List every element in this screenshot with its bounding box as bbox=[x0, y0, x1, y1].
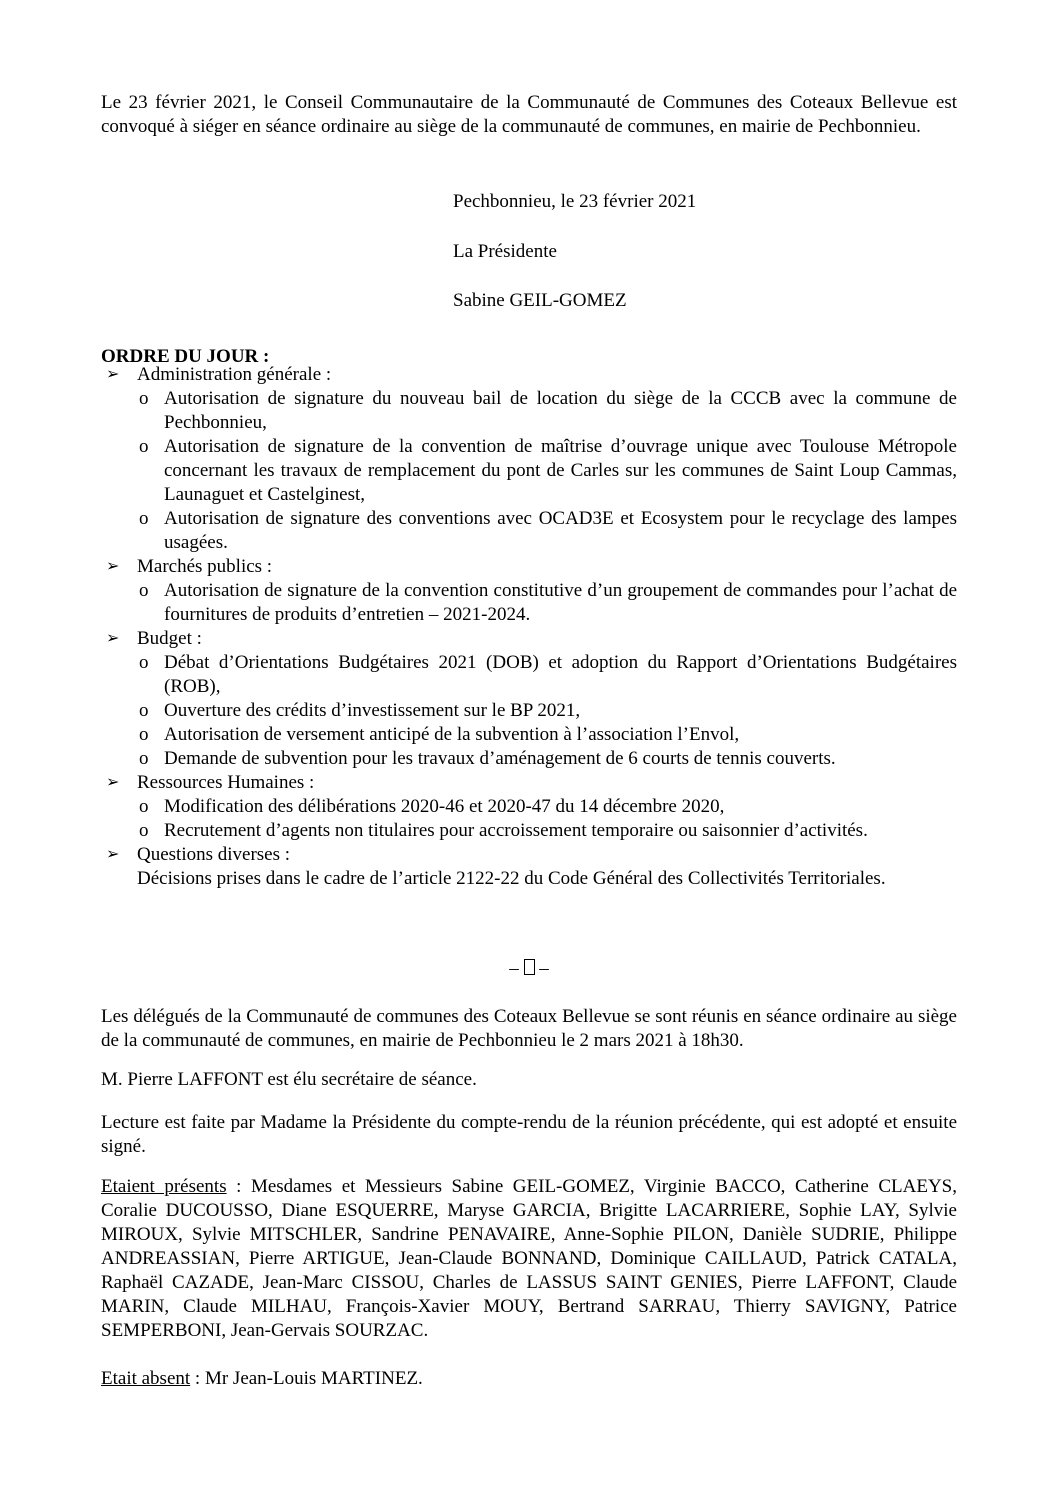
circle-bullet-icon: o bbox=[139, 724, 149, 745]
secretary-paragraph: M. Pierre LAFFONT est élu secrétaire de séance. bbox=[101, 1069, 477, 1090]
circle-bullet-icon: o bbox=[139, 652, 149, 673]
agenda-item: o Débat d’Orientations Budgétaires 2021 (DOB) et adoption du Rapport d’Orientations Budgétaires (ROB), bbox=[139, 652, 957, 697]
agenda-section-rh bbox=[101, 771, 957, 795]
agenda-section-title: Administration générale : bbox=[137, 364, 332, 385]
agenda-item: o Autorisation de signature de la convention constitutive d’un groupement de commandes pour l’achat de fournitures de produits d’entretien – 2021-2024. bbox=[139, 580, 957, 625]
arrowhead-bullet-icon: ➢ bbox=[106, 366, 120, 383]
agenda-list bbox=[101, 363, 957, 891]
agenda-item: o Autorisation de versement anticipé de la subvention à l’association l’Envol, bbox=[139, 724, 740, 745]
circle-bullet-icon: o bbox=[139, 748, 149, 769]
present-label: Etaient présents bbox=[101, 1176, 227, 1197]
arrowhead-bullet-icon: ➢ bbox=[106, 774, 120, 791]
signature-role: La Présidente bbox=[453, 241, 557, 262]
agenda-item: o Autorisation de signature de la convention de maîtrise d’ouvrage unique avec Toulouse Métropole concernant les travaux de remplacement du pont de Carles sur les communes de Saint Loup Cammas, Launaguet et Castelginest, bbox=[139, 436, 957, 505]
circle-bullet-icon: o bbox=[139, 580, 149, 601]
circle-bullet-icon: o bbox=[139, 508, 149, 529]
intro-paragraph: Le 23 février 2021, le Conseil Communautaire de la Communauté de Communes des Coteaux Bellevue est convoqué à siéger en séance ordinaire au siège de la communauté de communes, en mairie de Pechbonnieu. bbox=[101, 92, 957, 137]
agenda-section-title: Marchés publics : bbox=[137, 556, 273, 577]
signature-name: Sabine GEIL-GOMEZ bbox=[453, 290, 627, 311]
absent-list: : Mr Jean-Louis MARTINEZ. bbox=[190, 1368, 423, 1389]
reading-paragraph: Lecture est faite par Madame la Présidente du compte-rendu de la réunion précédente, qui est adopté et ensuite signé. bbox=[101, 1112, 957, 1157]
agenda-section-title: Ressources Humaines : bbox=[137, 772, 315, 793]
agenda-section-administration bbox=[101, 363, 957, 387]
arrowhead-bullet-icon: ➢ bbox=[106, 846, 120, 863]
circle-bullet-icon: o bbox=[139, 700, 149, 721]
agenda-item: o Ouverture des crédits d’investissement sur le BP 2021, bbox=[139, 700, 581, 721]
agenda-item: o Recrutement d’agents non titulaires pour accroissement temporaire ou saisonnier d’activités. bbox=[139, 820, 868, 841]
circle-bullet-icon: o bbox=[139, 388, 149, 409]
arrowhead-bullet-icon: ➢ bbox=[106, 558, 120, 575]
agenda-item: o Autorisation de signature du nouveau bail de location du siège de la CCCB avec la commune de Pechbonnieu, bbox=[139, 388, 957, 433]
meeting-paragraph: Les délégués de la Communauté de communes des Coteaux Bellevue se sont réunis en séance ordinaire au siège de la communauté de communes, en mairie de Pechbonnieu le 2 mars 2021 à 18h30. bbox=[101, 1006, 957, 1051]
arrowhead-bullet-icon: ➢ bbox=[106, 630, 120, 647]
absent-paragraph bbox=[101, 1367, 957, 1391]
agenda-item: o Modification des délibérations 2020-46 et 2020-47 du 14 décembre 2020, bbox=[139, 796, 725, 817]
agenda-section-budget bbox=[101, 627, 957, 651]
section-separator: – – bbox=[509, 958, 549, 979]
absent-label: Etait absent bbox=[101, 1368, 191, 1389]
agenda-section-title: Questions diverses : bbox=[137, 844, 291, 865]
circle-bullet-icon: o bbox=[139, 436, 149, 457]
agenda-questions-text: Décisions prises dans le cadre de l’article 2122-22 du Code Général des Collectivités Territoriales. bbox=[137, 868, 886, 889]
circle-bullet-icon: o bbox=[139, 820, 149, 841]
agenda-item: o Demande de subvention pour les travaux d’aménagement de 6 courts de tennis couverts. bbox=[139, 748, 836, 769]
agenda-section-marches bbox=[101, 555, 957, 579]
agenda-item: o Autorisation de signature des conventions avec OCAD3E et Ecosystem pour le recyclage des lampes usagées. bbox=[139, 508, 957, 553]
circle-bullet-icon: o bbox=[139, 796, 149, 817]
box-glyph-icon bbox=[524, 959, 535, 975]
attendees-paragraph bbox=[101, 1175, 957, 1343]
present-list: : Mesdames et Messieurs Sabine GEIL-GOMEZ, Virginie BACCO, Catherine CLAEYS, Coralie DUCOUSSO, Diane ESQUERRE, Maryse GARCIA, Brigitte LACARRIERE, Sophie LAY, Sylvie MIROUX, Sylvie MITSCHLER, Sandrine PENAVAIRE, Anne-Sophie PILON, Danièle SUDRIE, Philippe ANDREASSIAN, Pierre ARTIGUE, Jean-Claude BONNAND, Dominique CAILLAUD, Patrick CATALA, Raphaël CAZADE, Jean-Marc CISSOU, Charles de LASSUS SAINT GENIES, Pierre LAFFONT, Claude MARIN, Claude MILHAU, François-Xavier MOUY, Bertrand SARRAU, Thierry SAVIGNY, Patrice SEMPERBONI, Jean-Gervais SOURZAC. bbox=[101, 1176, 957, 1341]
signature-place-date: Pechbonnieu, le 23 février 2021 bbox=[453, 191, 697, 212]
agenda-section-title: Budget : bbox=[137, 628, 202, 649]
agenda-title: ORDRE DU JOUR : bbox=[101, 346, 270, 367]
agenda-section-questions bbox=[101, 843, 957, 867]
